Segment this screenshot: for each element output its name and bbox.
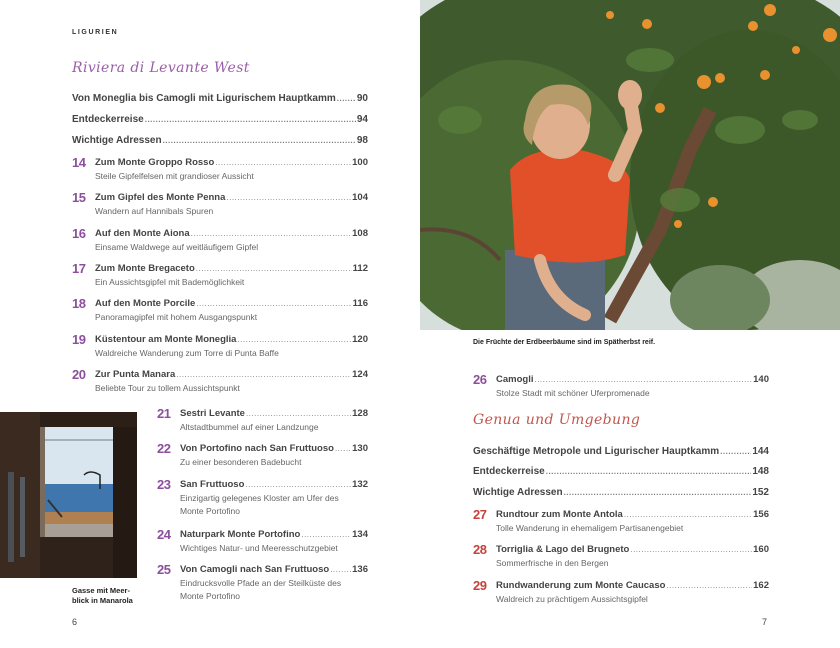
photo-manarola-alley [0, 412, 137, 578]
tour-subtitle: Wandern auf Hannibals Spuren [95, 206, 214, 216]
tour-subtitle: Wichtiges Natur- und Meeresschutzgebiet [180, 543, 338, 553]
photo-boy-in-strawberry-tree [420, 0, 840, 330]
toc-tour-18[interactable]: 18 Auf den Monte Porcile ..... 116 Panoramagipfel mit hohem Ausgangspunkt [72, 298, 368, 328]
tour-number: 25 [157, 562, 171, 577]
toc-intro-line[interactable]: Von Moneglia bis Camogli mit Ligurischem Hauptkamm ..... 90 [72, 93, 368, 104]
tour-number: 22 [157, 441, 171, 456]
toc-tour-23[interactable]: 23 San Fruttuoso ..... 132 Einzigartig gelegenes Kloster am Ufer des Monte Portofino [157, 479, 368, 523]
tour-subtitle: Beliebte Tour zu tollem Aussichtspunkt [95, 383, 240, 393]
toc-tour-27[interactable]: 27 Rundtour zum Monte Antola ..... 156 Tolle Wanderung in ehemaligem Partisanengebiet [473, 509, 769, 539]
right-page [420, 0, 840, 648]
tour-subtitle: Tolle Wanderung in ehemaligem Partisanengebiet [496, 523, 684, 533]
tour-number: 27 [473, 507, 487, 522]
tour-subtitle: Zu einer besonderen Badebucht [180, 457, 302, 467]
toc-tour-29[interactable]: 29 Rundwanderung zum Monte Caucaso ..... 162 Waldreich zu prächtigem Aussichtsgipfel [473, 580, 769, 610]
tour-subtitle: Stolze Stadt mit schöner Uferpromenade [496, 388, 650, 398]
toc-tour-14[interactable]: 14 Zum Monte Groppo Rosso ..... 100 Steile Gipfelfelsen mit grandioser Aussicht [72, 157, 368, 187]
page-number-right: 7 [762, 617, 768, 627]
toc-tour-25[interactable]: 25 Von Camogli nach San Fruttuoso ..... 136 Eindrucksvolle Pfade an der Steilküste des Monte Portofino [157, 564, 368, 608]
toc-tour-19[interactable]: 19 Küstentour am Monte Moneglia ..... 120 Waldreiche Wanderung zum Torre di Punta Baffe [72, 334, 368, 364]
tour-subtitle: Eindrucksvolle Pfade an der Steilküste des Monte Portofino [180, 578, 342, 601]
tour-subtitle: Ein Aussichtsgipfel mit Bademöglichkeit [95, 277, 245, 287]
toc-tour-24[interactable]: 24 Naturpark Monte Portofino ..... 134 Wichtiges Natur- und Meeresschutzgebiet [157, 529, 368, 559]
tour-subtitle: Waldreiche Wanderung zum Torre di Punta Baffe [95, 348, 279, 358]
tour-number: 29 [473, 578, 487, 593]
photo-caption-manarola: Gasse mit Meer- blick in Manarola [72, 586, 133, 605]
tour-number: 16 [72, 226, 86, 241]
tour-number: 17 [72, 261, 86, 276]
toc-tour-17[interactable]: 17 Zum Monte Bregaceto ..... 112 Ein Aussichtsgipfel mit Bademöglichkeit [72, 263, 368, 293]
page-number-left: 6 [72, 617, 78, 627]
toc-intro-line[interactable]: Geschäftige Metropole und Ligurischer Hauptkamm ..... 144 [473, 446, 769, 457]
toc-tour-20[interactable]: 20 Zur Punta Manara ..... 124 Beliebte Tour zu tollem Aussichtspunkt [72, 369, 368, 399]
tour-subtitle: Panoramagipfel mit hohem Ausgangspunkt [95, 312, 258, 322]
toc-tour-15[interactable]: 15 Zum Gipfel des Monte Penna ..... 104 Wandern auf Hannibals Spuren [72, 192, 368, 222]
section-title-genua: Genua und Umgebung [473, 412, 641, 428]
toc-intro-line[interactable]: Entdeckerreise ..... 148 [473, 466, 769, 477]
toc-tour-28[interactable]: 28 Torriglia & Lago del Brugneto ..... 160 Sommerfrische in den Bergen [473, 544, 769, 574]
tour-number: 24 [157, 527, 171, 542]
tour-number: 14 [72, 155, 86, 170]
tour-number: 21 [157, 406, 171, 421]
tour-number: 28 [473, 542, 487, 557]
tour-subtitle: Altstadtbummel auf einer Landzunge [180, 422, 319, 432]
toc-tour-21[interactable]: 21 Sestri Levante ..... 128 Altstadtbummel auf einer Landzunge [157, 408, 368, 438]
toc-tour-26[interactable]: 26 Camogli ..... 140 Stolze Stadt mit schöner Uferpromenade [473, 374, 769, 404]
tour-number: 26 [473, 372, 487, 387]
running-head: LIGURIEN [72, 29, 119, 36]
section-title-riviera: Riviera di Levante West [72, 60, 250, 76]
tour-number: 23 [157, 477, 171, 492]
photo-caption-strawberry-tree: Die Früchte der Erdbeerbäume sind im Spätherbst reif. [473, 339, 656, 346]
tour-number: 20 [72, 367, 86, 382]
alley-sea-view-image [0, 412, 137, 578]
tour-number: 18 [72, 296, 86, 311]
tour-number: 15 [72, 190, 86, 205]
tour-subtitle: Einsame Waldwege auf weitläufigem Gipfel [95, 242, 259, 252]
toc-tour-22[interactable]: 22 Von Portofino nach San Fruttuoso ..... 130 Zu einer besonderen Badebucht [157, 443, 368, 473]
tour-subtitle: Einzigartig gelegenes Kloster am Ufer des Monte Portofino [180, 493, 339, 516]
toc-intro-line[interactable]: Wichtige Adressen ..... 152 [473, 487, 769, 498]
tour-subtitle: Sommerfrische in den Bergen [496, 558, 609, 568]
tour-number: 19 [72, 332, 86, 347]
boy-climbing-tree-image [420, 0, 840, 330]
toc-intro-line[interactable]: Entdeckerreise ..... 94 [72, 114, 368, 125]
tour-subtitle: Steile Gipfelfelsen mit grandioser Aussicht [95, 171, 254, 181]
toc-intro-line[interactable]: Wichtige Adressen ..... 98 [72, 135, 368, 146]
toc-tour-16[interactable]: 16 Auf den Monte Aiona ..... 108 Einsame Waldwege auf weitläufigem Gipfel [72, 228, 368, 258]
tour-subtitle: Waldreich zu prächtigem Aussichtsgipfel [496, 594, 648, 604]
